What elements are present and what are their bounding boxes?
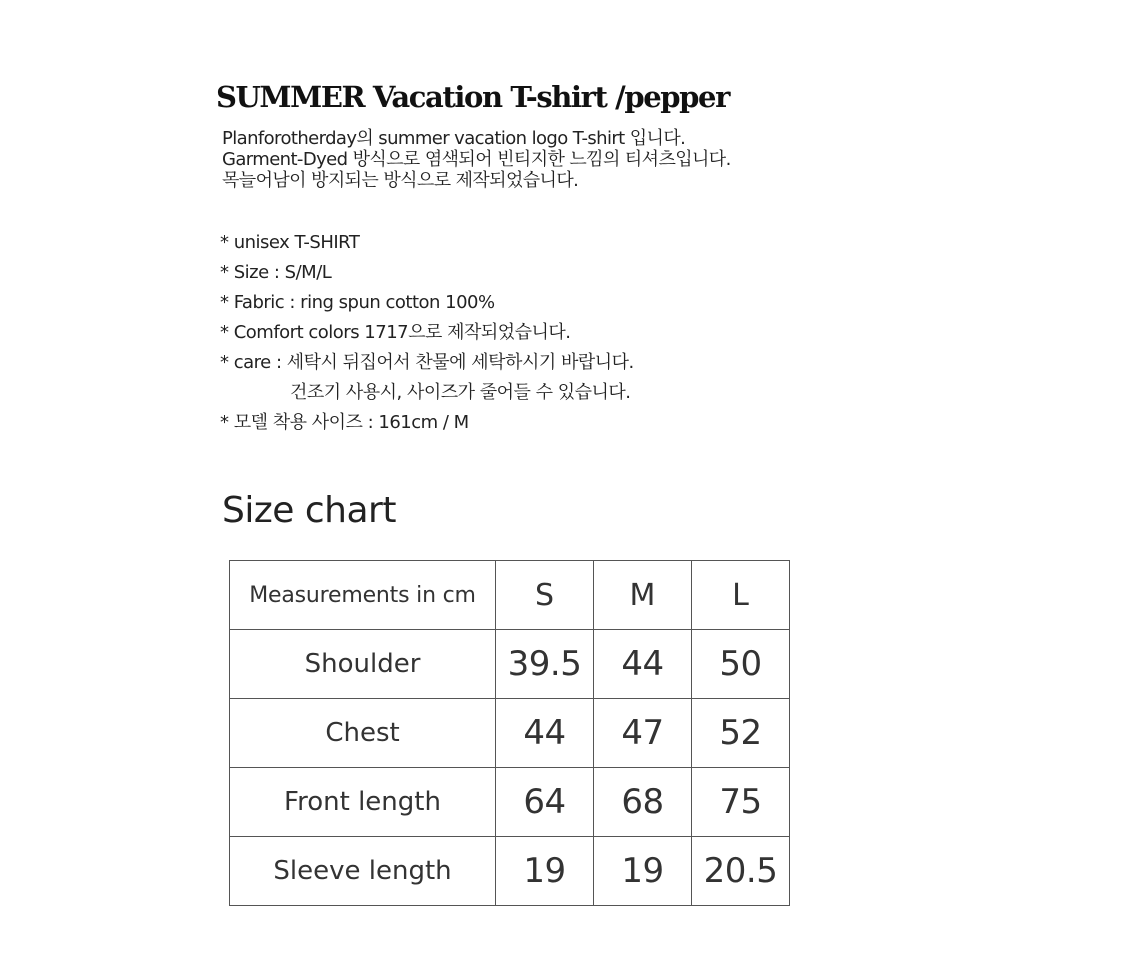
- size-header-m: M: [594, 561, 692, 630]
- value-cell: 52: [692, 699, 790, 768]
- product-specs: [220, 228, 634, 438]
- spec-model-size: * 모델 착용 사이즈 : 161cm / M: [220, 412, 469, 433]
- row-label: Chest: [230, 699, 496, 768]
- spec-care-dryer: 건조기 사용시, 사이즈가 줄어들 수 있습니다.: [290, 382, 631, 403]
- value-cell: 44: [594, 630, 692, 699]
- table-row-front-length: [230, 768, 790, 837]
- value-cell: 50: [692, 630, 790, 699]
- spec-size: * Size : S/M/L: [220, 262, 332, 283]
- size-header-s: S: [496, 561, 594, 630]
- table-row-shoulder: [230, 630, 790, 699]
- table-row-sleeve-length: [230, 837, 790, 906]
- value-cell: 47: [594, 699, 692, 768]
- value-cell: 75: [692, 768, 790, 837]
- row-label: Sleeve length: [230, 837, 496, 906]
- description-line: Garment-Dyed 방식으로 염색되어 빈티지한 느낌의 티셔츠입니다.: [222, 149, 731, 170]
- value-cell: 64: [496, 768, 594, 837]
- value-cell: 39.5: [496, 630, 594, 699]
- table-row-chest: [230, 699, 790, 768]
- size-chart-table: [229, 560, 790, 906]
- spec-comfort-colors: * Comfort colors 1717으로 제작되었습니다.: [220, 322, 571, 343]
- measurements-header: Measurements in cm: [230, 561, 496, 630]
- product-description: [222, 128, 731, 191]
- row-label: Shoulder: [230, 630, 496, 699]
- size-header-l: L: [692, 561, 790, 630]
- product-title: SUMMER Vacation T-shirt /pepper: [216, 80, 729, 114]
- value-cell: 44: [496, 699, 594, 768]
- size-chart-header-row: [230, 561, 790, 630]
- spec-unisex: * unisex T-SHIRT: [220, 232, 360, 253]
- value-cell: 19: [496, 837, 594, 906]
- size-chart-title: Size chart: [222, 490, 396, 531]
- description-line: 목늘어남이 방지되는 방식으로 제작되었습니다.: [222, 170, 579, 191]
- value-cell: 19: [594, 837, 692, 906]
- spec-fabric: * Fabric : ring spun cotton 100%: [220, 292, 495, 313]
- value-cell: 68: [594, 768, 692, 837]
- description-line: Planforotherday의 summer vacation logo T-shirt 입니다.: [222, 128, 686, 149]
- value-cell: 20.5: [692, 837, 790, 906]
- spec-care: * care : 세탁시 뒤집어서 찬물에 세탁하시기 바랍니다.: [220, 352, 634, 373]
- row-label: Front length: [230, 768, 496, 837]
